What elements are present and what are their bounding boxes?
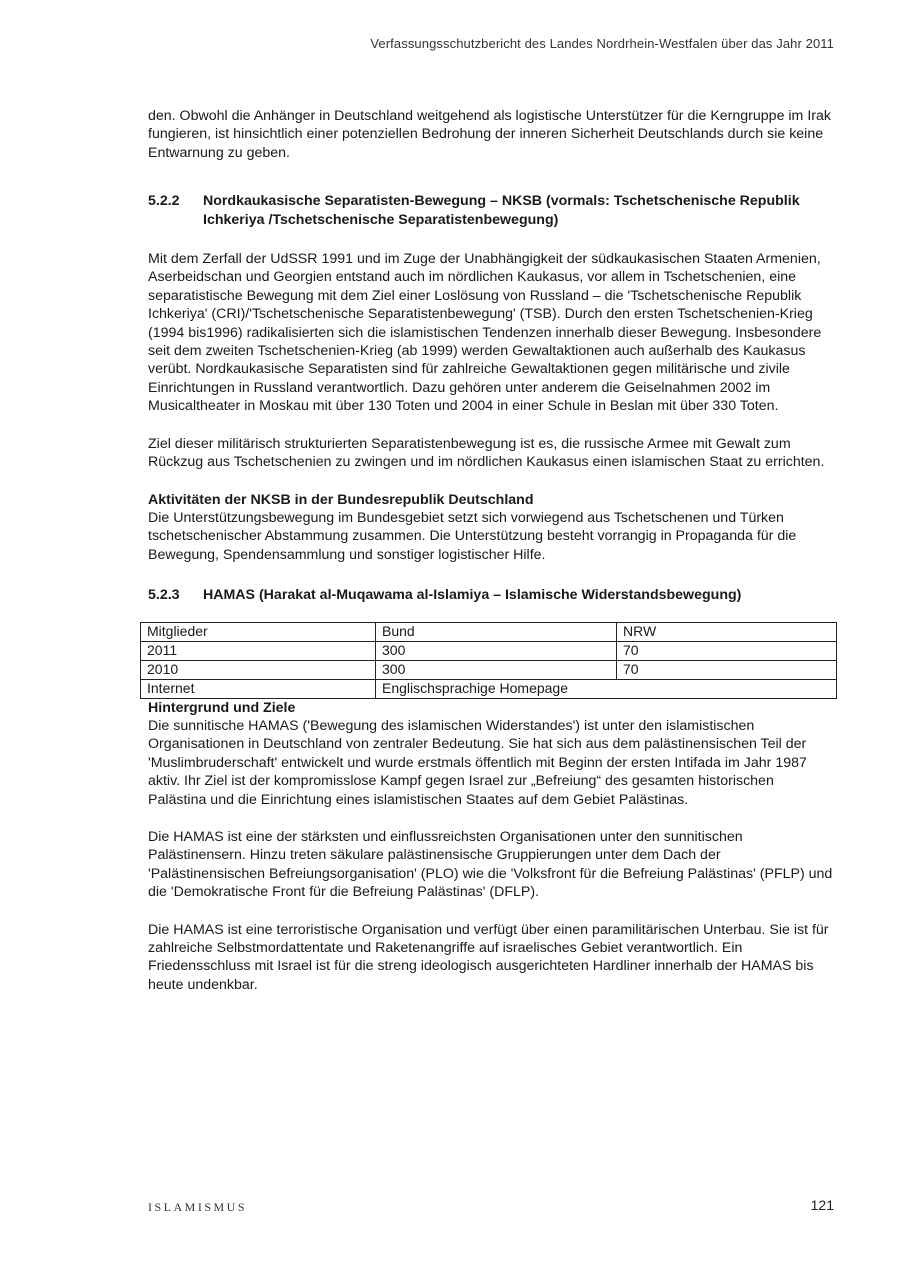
table-row <box>141 660 837 679</box>
hamas-paragraph-2: Die HAMAS ist eine der stärksten und einflussreichsten Organisationen unter den sunnitischen Palästinensern. Hinzu treten säkulare palästinensische Gruppierungen unter dem Dach der 'Palästinensischen Befreiungsorganisation' (PLO) wie die 'Volksfront für die Befreiung Palästinas' (PFLP) und die 'Demokratische Front für die Befreiung Palästinas' (DFLP). <box>148 828 833 901</box>
running-header: Verfassungsschutzbericht des Landes Nordrhein-Westfalen über das Jahr 2011 <box>370 36 834 51</box>
section-5-2-2-heading <box>148 192 833 229</box>
page-number: 121 <box>810 1197 834 1213</box>
table-header-cell: NRW <box>617 622 837 641</box>
nksb-paragraph-1: Mit dem Zerfall der UdSSR 1991 und im Zuge der Unabhängigkeit der südkaukasischen Staaten Armenien, Aserbeidschan und Georgien entstand auch im nördlichen Kaukasus, vor allem in Tschetschenien, eine separatistische Bewegung mit dem Ziel einer Loslösung von Russland – die 'Tschetschenische Republik Ichkeriya' (CRI)/'Tschetschenische Separatistenbewegung' (TSB). Durch den ersten Tschetschenien-Krieg (1994 bis1996) radikalisierten sich die islamistischen Tendenzen innerhalb dieser Bewegung. Insbesondere seit dem zweiten Tschetschenien-Krieg (ab 1999) werden Gewaltaktionen auch außerhalb des Kaukasus verübt. Nordkaukasische Separatisten sind für zahlreiche Gewaltaktionen gegen militärische und zivile Einrichtungen in Russland verantwortlich. Dazu gehören unter anderem die Geiselnahmen 2002 im Musicaltheater in Moskau mit über 130 Toten und 2004 in einer Schule in Beslan mit über 330 Toten. <box>148 251 822 415</box>
table-header-row <box>141 622 837 641</box>
table-row <box>141 679 837 698</box>
section-number: 5.2.2 <box>148 193 180 210</box>
hamas-background-heading: Hintergrund und Ziele <box>148 699 296 716</box>
table-cell: Englischsprachige Homepage <box>376 679 617 698</box>
table-header-cell: Mitglieder <box>141 622 376 641</box>
nksb-paragraph-2: Ziel dieser militärisch strukturierten Separatistenbewegung ist es, die russische Armee mit Gewalt zum Rückzug aus Tschetschenien zu zwingen und im nördlichen Kaukasus einen islamischen Staat zu errichten. <box>148 435 825 471</box>
table-cell: 2010 <box>141 660 376 679</box>
section-number: 5.2.3 <box>148 587 180 604</box>
table-cell: 300 <box>376 641 617 660</box>
table-cell-empty <box>617 679 837 698</box>
page-body <box>148 107 833 994</box>
nksb-activities-paragraph: Die Unterstützungsbewegung im Bundesgebiet setzt sich vorwiegend aus Tschetschenen und Türken tschetschenischer Abstammung zusammen. Die Unterstützung besteht vorrangig in Propaganda für die Bewegung, Spendensammlung und sonstiger logistischer Hilfe. <box>148 509 797 563</box>
table-cell: 70 <box>617 641 837 660</box>
table-cell: Internet <box>141 679 376 698</box>
hamas-paragraph-1: Die sunnitische HAMAS ('Bewegung des islamischen Widerstandes') ist unter den islamistischen Organisationen in Deutschland von zentraler Bedeutung. Sie hat sich aus dem palästinensischen Teil der 'Muslimbruderschaft' entwickelt und wurde erstmals öffentlich mit Beginn der ersten Intifada im Jahr 1987 aktiv. Ihr Ziel ist der kompromisslose Kampf gegen Israel zur „Befreiung“ des gesamten historischen Palästina und die Einrichtung eines islamistischen Staates auf dem Gebiet Palästinas. <box>148 717 807 808</box>
table-row <box>141 641 837 660</box>
hamas-paragraph-3: Die HAMAS ist eine terroristische Organisation und verfügt über einen paramilitärischen Unterbau. Sie ist für zahlreiche Selbstmordattentate und Raketenangriffe auf israelisches Gebiet verantwortlich. Ein Friedensschluss mit Israel ist für die streng ideologisch ausgerichteten Hardliner innerhalb der HAMAS bis heute undenkbar. <box>148 921 829 993</box>
table-header-cell: Bund <box>376 622 617 641</box>
nksb-activities-heading: Aktivitäten der NKSB in der Bundesrepublik Deutschland <box>148 491 534 508</box>
table-cell: 300 <box>376 660 617 679</box>
footer-section-label: ISLAMISMUS <box>148 1200 248 1214</box>
table-cell: 70 <box>617 660 837 679</box>
section-5-2-3-heading <box>148 586 833 604</box>
intro-paragraph: den. Obwohl die Anhänger in Deutschland weitgehend als logistische Unterstützer für die Kerngruppe im Irak fungieren, ist hinsichtlich einer potenziellen Bedrohung der inneren Sicherheit Deutschlands durch sie keine Entwarnung zu geben. <box>148 108 831 161</box>
section-title: HAMAS (Harakat al-Muqawama al-Islamiya – Islamische Widerstandsbewegung) <box>203 587 742 604</box>
section-title: Nordkaukasische Separatisten-Bewegung – NKSB (vormals: Tschetschenische Republik Ichkeriya /Tschetschenische Separatistenbewegung) <box>203 193 800 228</box>
members-table <box>140 622 837 699</box>
table-cell: 2011 <box>141 641 376 660</box>
